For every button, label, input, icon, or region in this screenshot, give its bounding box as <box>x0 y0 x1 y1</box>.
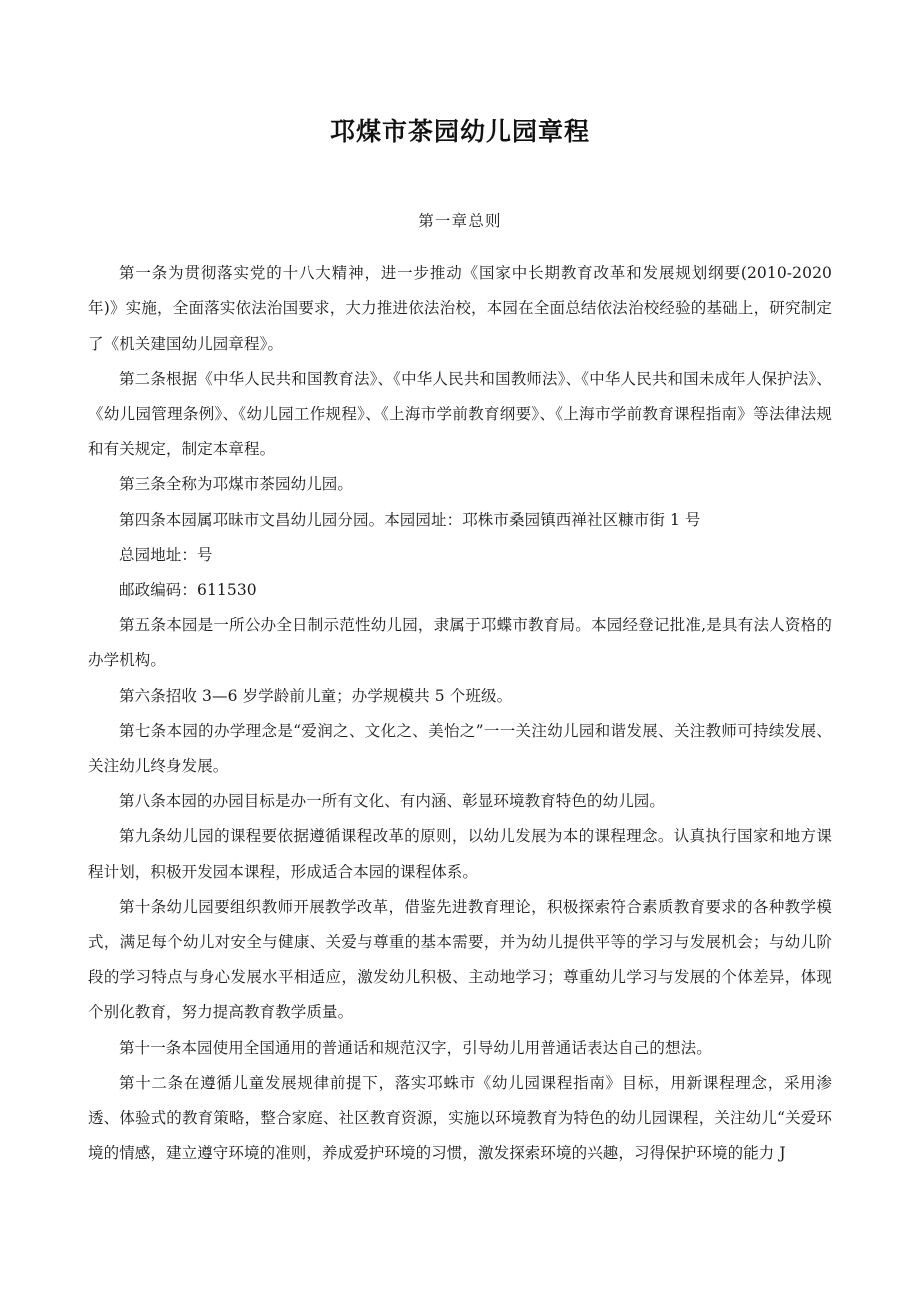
chapter-heading: 第一章总则 <box>418 211 502 230</box>
paragraph-article-9: 第九条幼儿园的课程要依据遵循课程改革的原则，以幼儿发展为本的课程理念。认真执行国家和地方课程计划，积极开发园本课程，形成适合本园的课程体系。 <box>88 827 832 881</box>
paragraph-article-5: 第五条本园是一所公办全日制示范性幼儿园，隶属于邛蝶市教育局。本园经登记批准,是具有法人资格的办学机构。 <box>88 616 832 670</box>
paragraph-article-7: 第七条本园的办学理念是“爱润之、文化之、美怡之”一一关注幼儿园和谐发展、关注教师可持续发展、关注幼儿终身发展。 <box>88 721 832 776</box>
paragraph-article-4: 第四条本园属邛昧市文昌幼儿园分园。本园园址：邛株市桑园镇西禅社区糠市街 1 号 <box>119 510 701 529</box>
paragraph-article-12: 第十二条在遵循儿童发展规律前提下，落实邛蛛市《幼儿园课程指南》目标，用新课程理念，采用渗透、体验式的教育策略，整合家庭、社区教育资源，实施以环境教育为特色的幼儿园课程，关注幼儿“关爱环境的情感，建立遵守环境的准则，养成爱护环境的习惯，激发探索环境的兴趣，习得保护环境的能力 J <box>88 1073 832 1163</box>
paragraph-article-10: 第十条幼儿园要组织教师开展教学改革，借鉴先进教育理论，积极探索符合素质教育要求的各种教学模式，满足每个幼儿对安全与健康、关爱与尊重的基本需要，并为幼儿提供平等的学习与发展机会；与幼儿阶段的学习特点与身心发展水平相适应，激发幼儿积极、主动地学习；尊重幼儿学习与发展的个体差异，体现个别化教育，努力提高教育教学质量。 <box>88 897 832 1022</box>
paragraph-article-6: 第六条招收 3—6 岁学龄前儿童；办学规模共 5 个班级。 <box>119 686 513 705</box>
paragraph-postal-code: 邮政编码：611530 <box>119 581 257 600</box>
paragraph-article-8: 第八条本园的办园目标是办一所有文化、有内涵、彰显环境教育特色的幼儿园。 <box>119 792 666 811</box>
document-content <box>88 0 832 1171</box>
paragraph-main-campus-address: 总园地址：号 <box>119 545 213 564</box>
article-list <box>88 256 832 1171</box>
paragraph-article-1: 第一条为贯彻落实党的十八大精神，进一步推动《国家中长期教育改革和发展规划纲要(2010-2020 年)》实施，全面落实依法治国要求，大力推进依法治校，本园在全面总结依法治校经验的基础上，研究制定了《机关建国幼儿园章程》。 <box>88 264 832 353</box>
paragraph-article-11: 第十一条本园使用全国通用的普通话和规范汉字，引导幼儿用普通话表达自己的想法。 <box>119 1038 712 1057</box>
paragraph-article-3: 第三条全称为邛煤市茶园幼儿园。 <box>119 475 354 494</box>
page-title: 邛煤市茶园幼儿园章程 <box>329 117 590 146</box>
paragraph-article-2: 第二条根据《中华人民共和国教育法》、《中华人民共和国教师法》、《中华人民共和国未成年人保护法》、《幼儿园管理条例》、《幼儿园工作规程》、《上海市学前教育纲要》、《上海市学前教育课程指南》等法律法规和有关规定，制定本章程。 <box>88 369 832 459</box>
